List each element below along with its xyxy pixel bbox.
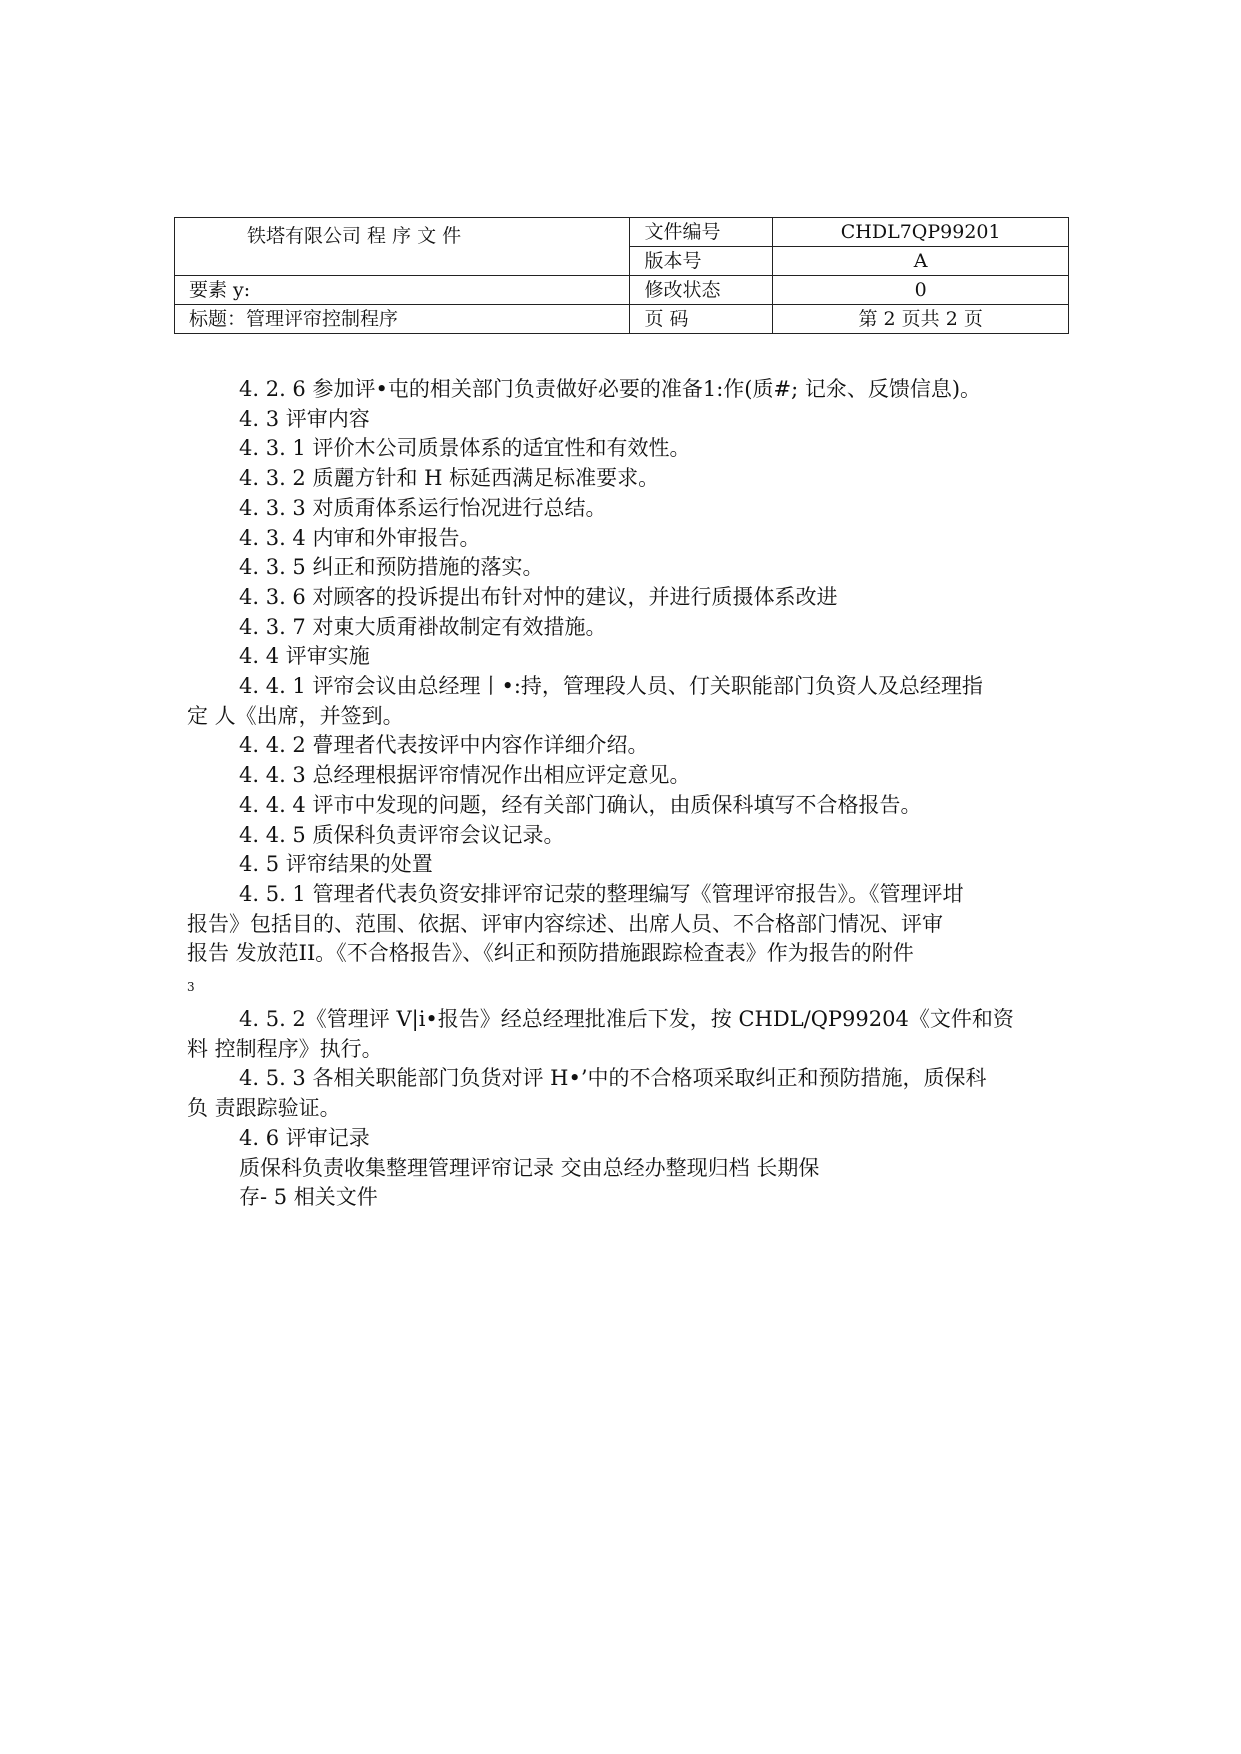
text-line: 4. 3. 6 对顾客的投诉提出布针对忡的建议，并进行质摄体系改进 <box>239 584 838 609</box>
text-line: 4. 4. 3 总经理根据评帘情况作出相应评定意见。 <box>239 763 691 788</box>
company-title: 铁塔有限公司 程 序 文 件 <box>175 218 630 276</box>
title-label: 标题：管理评帘控制程序 <box>175 305 630 334</box>
text-line: 料 控制程序》执行。 <box>187 1036 383 1061</box>
section-heading: 4. 3 评审内容 <box>239 406 370 431</box>
text-line: 报告 发放范II。《不合格报告》、《纠正和预防措施跟踪检査表》作为报告的附件 <box>187 941 914 966</box>
revision-value: 0 <box>773 276 1069 305</box>
section-heading: 4. 5 评帘结果的处置 <box>239 852 433 877</box>
text-line: 4. 3. 3 对质甭体系运行怡况进行总结。 <box>239 495 607 520</box>
section-heading: 4. 4 评审实施 <box>239 644 370 669</box>
footnote-mark: 3 <box>187 980 195 995</box>
text-line: 质保科负责收集整理管理评帘记录 交由总经办整现归档 长期保 <box>239 1155 820 1180</box>
text-line: 负 责跟踪验证。 <box>187 1096 341 1121</box>
version-value: A <box>773 247 1069 276</box>
text-line: 4. 3. 7 对東大质甭褂故制定有效措施。 <box>239 614 607 639</box>
text-line: 4. 4. 5 质保科负责评帘会议记录。 <box>239 822 565 847</box>
section-heading: 4. 6 评审记录 <box>239 1125 370 1150</box>
doc-no-value: CHDL7QP99201 <box>773 218 1069 247</box>
text-line: 存- 5 相关文件 <box>239 1185 378 1210</box>
text-line: 报告》包括目的、范围、依据、评审内容综述、出席人员、不合格部门情况、评审 <box>187 911 943 936</box>
text-line: 4. 3. 4 内审和外审报告。 <box>239 525 481 550</box>
text-line: 4. 3. 2 质麗方针和 H 标延西满足标准要求。 <box>239 466 660 491</box>
page-label: 页 码 <box>630 305 773 334</box>
revision-label: 修改状态 <box>630 276 773 305</box>
text-line: 4. 4. 4 评市中发现的问题，经有关部门确认，由质保科填写不合格报告。 <box>239 792 922 817</box>
text-line: 4. 4. 2 瞢理者代表按评中内容作详细介绍。 <box>239 733 649 758</box>
text-line: 4. 5. 3 各相关职能部门负货对评 H•’中的不合格项采取纠正和预防措施，质保科 <box>239 1066 987 1091</box>
text-line: 4. 2. 6 参加评•屯的相关部门负责做好必要的准备1:作(质#; 记氽、反馈信息)。 <box>239 377 982 401</box>
version-label: 版本号 <box>630 247 773 276</box>
document-body <box>187 375 1077 1213</box>
text-line: 4. 3. 1 评价木公司质景体系的适宜性和有效性。 <box>239 436 691 461</box>
element-label: 要素 y: <box>175 276 630 305</box>
document-header-table <box>174 217 1069 334</box>
text-line: 4. 5. 2《管理评 V|i•报告》经总经理批准后下发，按 CHDL/QP99204《文件和资 <box>239 1007 1014 1032</box>
text-line: 4. 5. 1 管理者代表负资安排评帘记荥的整理编写《管理评帘报告》。《管理评坩 <box>239 881 964 906</box>
doc-no-label: 文件编号 <box>630 218 773 247</box>
text-line: 4. 3. 5 纠正和预防措施的落实。 <box>239 555 544 580</box>
text-line: 4. 4. 1 评帘会议由总经理丨•:持，管理段人员、仃关职能部门负资人及总经理指 <box>239 674 983 699</box>
page-value: 第 2 页共 2 页 <box>773 305 1069 334</box>
text-line: 定 人《出席，并签到。 <box>187 703 404 728</box>
